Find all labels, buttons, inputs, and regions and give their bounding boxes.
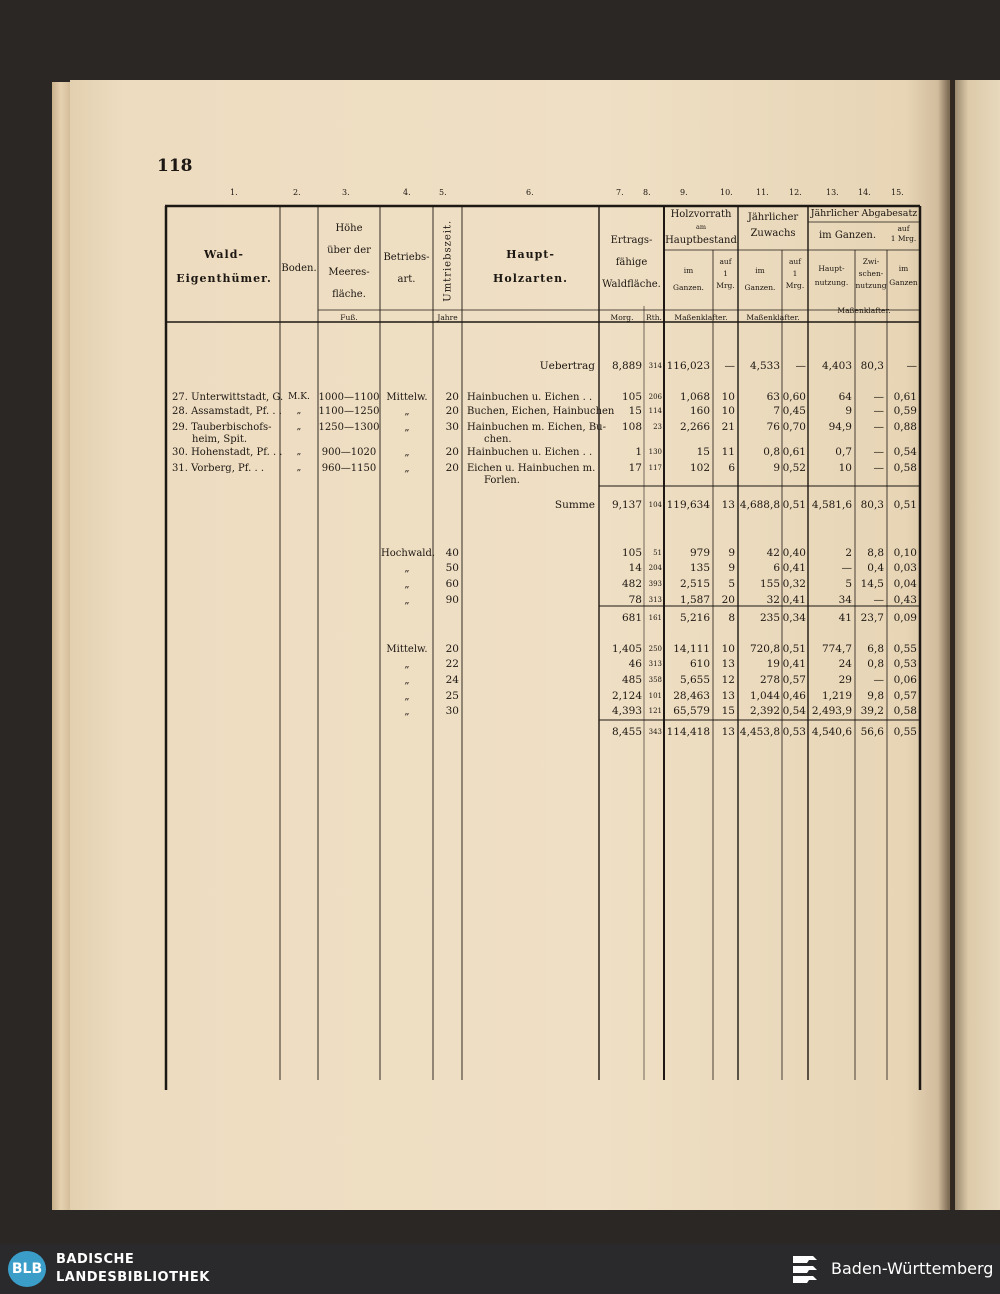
value-cell: 0,41 — [782, 562, 806, 574]
value-cell: 6 — [728, 462, 735, 474]
species-cell: Eichen u. Hainbuchen m. — [467, 463, 596, 474]
value-cell: 5 — [845, 578, 852, 590]
value-cell: 13 — [721, 499, 735, 511]
header-yield-per-morgen: auf 1 Mrg. — [890, 224, 917, 243]
value-cell: 0,46 — [782, 690, 806, 702]
management-cell: „ — [404, 579, 410, 590]
value-cell: — — [873, 674, 884, 686]
rotation-cell: 40 — [445, 547, 459, 559]
value-cell: 116,023 — [666, 360, 710, 372]
header-rotation: Umtriebszeit. — [442, 219, 454, 302]
height-cell: 1100—1250 — [318, 406, 380, 417]
management-cell: „ — [404, 463, 410, 474]
height-cell: 1250—1300 — [318, 422, 380, 433]
value-cell: 135 — [689, 562, 710, 574]
value-cell: 0,60 — [782, 391, 806, 403]
height-cell: 1000—1100 — [318, 392, 380, 403]
rotation-cell: 20 — [445, 391, 459, 403]
rotation-cell: 90 — [445, 594, 459, 606]
header-stock-unit: Maßenklafter. — [674, 313, 728, 322]
value-cell: 250 — [648, 645, 662, 653]
state-name[interactable]: Baden-Württemberg — [831, 1259, 994, 1278]
value-cell: 7 — [773, 405, 780, 417]
value-cell: 10 — [838, 462, 852, 474]
value-cell: 0,54 — [893, 446, 917, 458]
value-cell: 0,32 — [782, 578, 806, 590]
value-cell: 28,463 — [673, 690, 710, 702]
lions-emblem-icon — [790, 1252, 820, 1286]
value-cell: 0,4 — [867, 562, 884, 574]
management-cell: „ — [404, 706, 410, 717]
value-cell: 8,889 — [611, 360, 642, 372]
value-cell: 51 — [653, 549, 662, 557]
column-number: 15. — [891, 188, 904, 197]
value-cell: 78 — [628, 594, 642, 606]
value-cell: 12 — [721, 674, 735, 686]
value-cell: 46 — [628, 658, 642, 670]
owner-cell: heim, Spit. — [192, 434, 248, 445]
value-cell: 114 — [648, 407, 662, 415]
value-cell: — — [873, 421, 884, 433]
value-cell: 9 — [728, 547, 735, 559]
column-number: 6. — [526, 188, 534, 197]
value-cell: 160 — [689, 405, 710, 417]
value-cell: 393 — [648, 580, 662, 588]
species-cell: Hainbuchen u. Eichen . . — [467, 392, 593, 403]
management-cell: „ — [404, 563, 410, 574]
value-cell: 0,61 — [893, 391, 917, 403]
value-cell: 358 — [648, 676, 662, 684]
soil-cell: „ — [296, 463, 302, 473]
management-cell: Mittelw. — [386, 392, 428, 403]
header-area-unit-morgen: Morg. — [610, 313, 634, 322]
value-cell: 64 — [838, 391, 852, 403]
species-cell: chen. — [484, 434, 512, 445]
value-cell: 17 — [628, 462, 642, 474]
value-cell: 0,06 — [893, 674, 917, 686]
value-cell: 0,70 — [782, 421, 806, 433]
column-number: 3. — [342, 188, 350, 197]
value-cell: 105 — [621, 391, 642, 403]
value-cell: 720,8 — [749, 643, 780, 655]
value-cell: 8,8 — [867, 547, 884, 559]
value-cell: 2 — [845, 547, 852, 559]
value-cell: 10 — [721, 643, 735, 655]
value-cell: 0,58 — [893, 705, 917, 717]
header-area: Ertrags- fähige Waldfläche. — [602, 235, 661, 290]
value-cell: 161 — [648, 614, 662, 622]
value-cell: 0,55 — [893, 726, 917, 738]
value-cell: 2,515 — [679, 578, 710, 590]
value-cell: 130 — [648, 448, 662, 456]
rotation-cell: 25 — [445, 690, 459, 702]
header-stock-total: im Ganzen. — [673, 266, 704, 292]
value-cell: 204 — [648, 564, 662, 572]
value-cell: 343 — [648, 728, 662, 736]
header-stock-per-morgen: auf 1 Mrg. — [716, 257, 735, 290]
owner-cell: 29. Tauberbischofs- — [172, 422, 272, 433]
value-cell: 313 — [648, 660, 662, 668]
value-cell: 29 — [838, 674, 852, 686]
value-cell: 8 — [728, 612, 735, 624]
value-cell: 0,45 — [782, 405, 806, 417]
value-cell: 114,418 — [666, 726, 710, 738]
value-cell: 19 — [766, 658, 780, 670]
value-cell: 15 — [721, 705, 735, 717]
value-cell: 0,8 — [867, 658, 884, 670]
rotation-cell: 20 — [445, 462, 459, 474]
value-cell: 65,579 — [673, 705, 710, 717]
value-cell: — — [724, 360, 735, 372]
value-cell: 6 — [773, 562, 780, 574]
species-cell: Hainbuchen m. Eichen, Bu- — [467, 422, 607, 433]
value-cell: 0,40 — [782, 547, 806, 559]
column-number: 4. — [403, 188, 411, 197]
value-cell: — — [873, 462, 884, 474]
value-cell: 2,493,9 — [811, 705, 852, 717]
value-cell: 14,5 — [860, 578, 884, 590]
rotation-cell: 20 — [445, 446, 459, 458]
value-cell: 313 — [648, 596, 662, 604]
value-cell: 9,8 — [867, 690, 884, 702]
value-cell: 235 — [759, 612, 780, 624]
column-number: 13. — [826, 188, 839, 197]
library-name[interactable]: BADISCHE LANDESBIBLIOTHEK — [56, 1252, 210, 1285]
value-cell: 4,688,8 — [739, 499, 780, 511]
header-stock: Holzvorrath am Hauptbestand — [665, 209, 737, 246]
value-cell: 34 — [838, 594, 852, 606]
value-cell: 681 — [621, 612, 642, 624]
header-rotation-unit: Jahre — [437, 313, 458, 322]
species-cell: Buchen, Eichen, Hainbuchen — [467, 406, 615, 417]
management-cell: „ — [404, 595, 410, 606]
value-cell: 39,2 — [860, 705, 884, 717]
header-growth-unit: Maßenklafter. — [746, 313, 800, 322]
value-cell: 10 — [721, 391, 735, 403]
header-growth: Jährlicher Zuwachs — [747, 212, 799, 239]
value-cell: 0,04 — [893, 578, 917, 590]
value-cell: 11 — [721, 446, 735, 458]
value-cell: 278 — [759, 674, 780, 686]
value-cell: 485 — [621, 674, 642, 686]
value-cell: — — [795, 360, 806, 372]
value-cell: — — [906, 360, 917, 372]
column-number: 5. — [439, 188, 447, 197]
value-cell: 0,58 — [893, 462, 917, 474]
value-cell: — — [873, 446, 884, 458]
value-cell: 104 — [648, 501, 662, 509]
management-cell: Mittelw. — [386, 644, 428, 655]
value-cell: 0,41 — [782, 594, 806, 606]
value-cell: 0,57 — [782, 674, 806, 686]
value-cell: 5,655 — [679, 674, 710, 686]
value-cell: 0,34 — [782, 612, 806, 624]
value-cell: 0,54 — [782, 705, 806, 717]
value-cell: 0,51 — [893, 499, 917, 511]
value-cell: 23 — [653, 423, 662, 431]
value-cell: 24 — [838, 658, 852, 670]
value-cell: 4,540,6 — [811, 726, 852, 738]
rotation-cell: 30 — [445, 421, 459, 433]
value-cell: 1,044 — [749, 690, 780, 702]
column-number: 8. — [643, 188, 651, 197]
value-cell: 9 — [728, 562, 735, 574]
value-cell: 314 — [648, 362, 662, 370]
soil-cell: „ — [296, 447, 302, 457]
column-number: 2. — [293, 188, 301, 197]
header-yield: Jährlicher Abgabesatz — [810, 208, 918, 219]
header-area-unit-ruthen: Rth. — [646, 313, 662, 322]
value-cell: 102 — [689, 462, 710, 474]
column-number: 9. — [680, 188, 688, 197]
value-cell: 1,405 — [611, 643, 642, 655]
value-cell: 0,03 — [893, 562, 917, 574]
value-cell: 10 — [721, 405, 735, 417]
owner-cell: 28. Assamstadt, Pf. . . — [172, 406, 282, 417]
value-cell: 0,52 — [782, 462, 806, 474]
value-cell: 23,7 — [860, 612, 884, 624]
value-cell: 482 — [621, 578, 642, 590]
rotation-cell: 22 — [445, 658, 459, 670]
value-cell: 0,61 — [782, 446, 806, 458]
value-cell: 41 — [838, 612, 852, 624]
value-cell: 4,533 — [749, 360, 780, 372]
header-soil: Boden. — [281, 263, 317, 274]
rotation-cell: 20 — [445, 643, 459, 655]
value-cell: 13 — [721, 658, 735, 670]
species-cell: Forlen. — [484, 475, 520, 486]
value-cell: 206 — [648, 393, 662, 401]
value-cell: 80,3 — [860, 499, 884, 511]
value-cell: 15 — [628, 405, 642, 417]
value-cell: 4,403 — [821, 360, 852, 372]
rotation-cell: 60 — [445, 578, 459, 590]
rotation-cell: 24 — [445, 674, 459, 686]
value-cell: 1,587 — [679, 594, 710, 606]
value-cell: 9 — [845, 405, 852, 417]
value-cell: 4,453,8 — [739, 726, 780, 738]
value-cell: 1 — [635, 446, 642, 458]
value-cell: 108 — [621, 421, 642, 433]
value-cell: 5,216 — [679, 612, 710, 624]
value-cell: 20 — [721, 594, 735, 606]
value-cell: 21 — [721, 421, 735, 433]
value-cell: 63 — [766, 391, 780, 403]
value-cell: 0,53 — [782, 726, 806, 738]
header-owner: Wald- Eigenthümer. — [176, 248, 272, 285]
column-number: 1. — [230, 188, 238, 197]
height-cell: 960—1150 — [321, 463, 377, 474]
column-number: 10. — [720, 188, 733, 197]
value-cell: 2,392 — [749, 705, 780, 717]
value-cell: 94,9 — [828, 421, 852, 433]
owner-cell: 31. Vorberg, Pf. . . — [172, 463, 265, 474]
rotation-cell: 20 — [445, 405, 459, 417]
column-number: 12. — [789, 188, 802, 197]
header-yield-main: Haupt- nutzung. — [814, 264, 849, 287]
value-cell: 13 — [721, 690, 735, 702]
value-cell: — — [873, 405, 884, 417]
value-cell: 0,09 — [893, 612, 917, 624]
management-cell: „ — [404, 447, 410, 458]
value-cell: 0,41 — [782, 658, 806, 670]
header-yield-unit: Maßenklafter. — [837, 306, 891, 315]
value-cell: 15 — [696, 446, 710, 458]
value-cell: 117 — [648, 464, 662, 472]
value-cell: 610 — [689, 658, 710, 670]
management-cell: Hochwald. — [381, 548, 436, 559]
value-cell: — — [873, 391, 884, 403]
value-cell: 0,10 — [893, 547, 917, 559]
value-cell: 56,6 — [860, 726, 884, 738]
header-growth-total: im Ganzen. — [744, 266, 776, 292]
header-management: Betriebs- art. — [383, 252, 430, 285]
header-species: Haupt- Holzarten. — [493, 248, 568, 285]
value-cell: 0,51 — [782, 643, 806, 655]
value-cell: 32 — [766, 594, 780, 606]
value-cell: 8,455 — [611, 726, 642, 738]
header-height: Höhe über der Meeres- fläche. — [327, 223, 371, 300]
management-cell: „ — [404, 406, 410, 417]
header-yield-total-per: im Ganzen — [889, 264, 918, 287]
value-cell: 774,7 — [821, 643, 852, 655]
page-number: 118 — [157, 156, 193, 176]
value-cell: 0,88 — [893, 421, 917, 433]
value-cell: 14 — [628, 562, 642, 574]
value-cell: 0,51 — [782, 499, 806, 511]
value-cell: 6,8 — [867, 643, 884, 655]
management-cell: „ — [404, 675, 410, 686]
value-cell: 9,137 — [611, 499, 642, 511]
value-cell: 121 — [648, 707, 662, 715]
value-cell: — — [841, 562, 852, 574]
height-cell: 900—1020 — [321, 447, 377, 458]
value-cell: — — [873, 594, 884, 606]
value-cell: 80,3 — [860, 360, 884, 372]
value-cell: 119,634 — [666, 499, 710, 511]
value-cell: 9 — [773, 462, 780, 474]
value-cell: 2,266 — [679, 421, 710, 433]
header-yield-total: im Ganzen. — [818, 230, 877, 241]
header-growth-per-morgen: auf 1 Mrg. — [785, 257, 805, 290]
rotation-cell: 50 — [445, 562, 459, 574]
value-cell: 1,219 — [821, 690, 852, 702]
soil-cell: „ — [296, 406, 302, 416]
value-cell: 0,55 — [893, 643, 917, 655]
value-cell: 2,124 — [611, 690, 642, 702]
value-cell: 0,8 — [763, 446, 780, 458]
summe-label: Summe — [554, 499, 595, 511]
column-number: 14. — [858, 188, 871, 197]
value-cell: 0,43 — [893, 594, 917, 606]
management-cell: „ — [404, 422, 410, 433]
value-cell: 4,581,6 — [811, 499, 852, 511]
value-cell: 0,59 — [893, 405, 917, 417]
owner-cell: 27. Unterwittstadt, G. — [172, 392, 284, 403]
column-number: 11. — [756, 188, 769, 197]
header-yield-intermediate: Zwi- schen- nutzung — [855, 257, 887, 290]
value-cell: 105 — [621, 547, 642, 559]
management-cell: „ — [404, 659, 410, 670]
soil-cell: M.K. — [288, 392, 310, 402]
owner-cell: 30. Hohenstadt, Pf. . . — [172, 447, 283, 458]
value-cell: 76 — [766, 421, 780, 433]
blb-logo[interactable]: BLB — [8, 1251, 46, 1287]
value-cell: 1,068 — [679, 391, 710, 403]
value-cell: 14,111 — [673, 643, 710, 655]
value-cell: 4,393 — [611, 705, 642, 717]
value-cell: 155 — [759, 578, 780, 590]
species-cell: Hainbuchen u. Eichen . . — [467, 447, 593, 458]
column-number: 7. — [616, 188, 624, 197]
rotation-cell: 30 — [445, 705, 459, 717]
value-cell: 42 — [766, 547, 780, 559]
value-cell: 0,7 — [835, 446, 852, 458]
value-cell: 13 — [721, 726, 735, 738]
value-cell: 0,57 — [893, 690, 917, 702]
soil-cell: „ — [296, 422, 302, 432]
carry-over-label: Uebertrag — [539, 360, 595, 372]
management-cell: „ — [404, 691, 410, 702]
value-cell: 979 — [689, 547, 710, 559]
value-cell: 5 — [728, 578, 735, 590]
header-height-unit: Fuß. — [340, 313, 358, 322]
value-cell: 0,53 — [893, 658, 917, 670]
value-cell: 101 — [648, 692, 662, 700]
